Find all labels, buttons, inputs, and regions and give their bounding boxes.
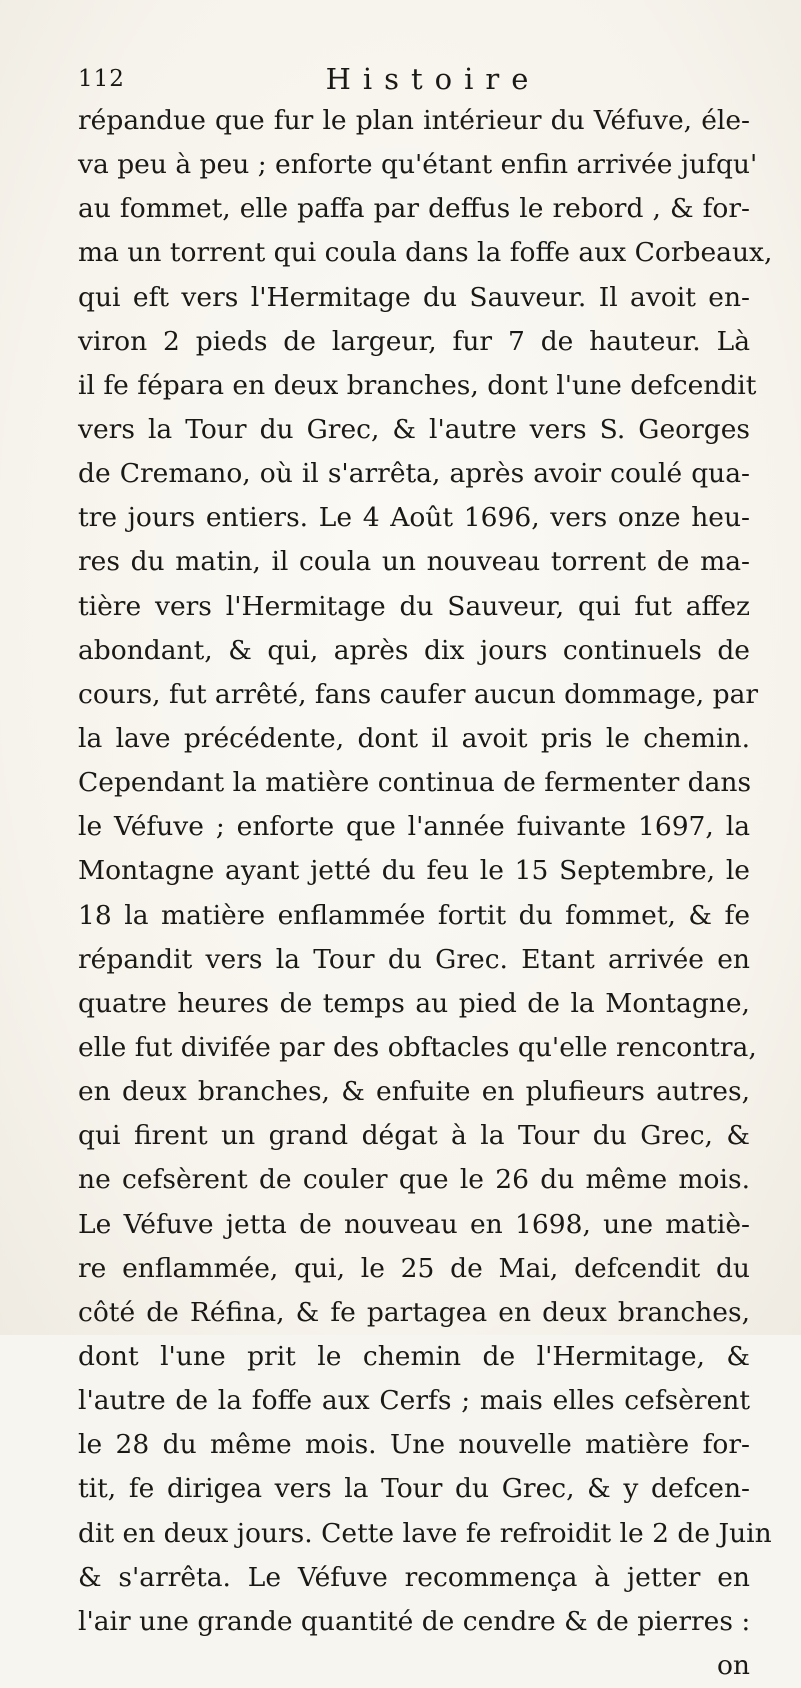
text-line: tre jours entiers. Le 4 Août 1696, vers onze heu- (78, 502, 750, 534)
running-title: Histoire (325, 62, 541, 96)
text-line: qui eft vers l'Hermitage du Sauveur. Il avoit en- (78, 281, 750, 313)
text-line: côté de Réfina, & fe partagea en deux branches, (78, 1296, 750, 1328)
text-line: quatre heures de temps au pied de la Montagne, (78, 987, 750, 1019)
text-line: elle fut divifée par des obftacles qu'elle rencontra, (78, 1031, 757, 1063)
text-line: la lave précédente, dont il avoit pris le chemin. (78, 722, 750, 754)
text-line: 18 la matière enflammée fortit du fommet, & fe (78, 899, 750, 931)
text-line: va peu à peu ; enforte qu'étant enfin arrivée jufqu' (78, 149, 758, 181)
text-line: ma un torrent qui coula dans la foffe aux Corbeaux, (78, 237, 773, 269)
text-line: il fe fépara en deux branches, dont l'une defcendit (78, 369, 757, 401)
text-line: tit, fe dirigea vers la Tour du Grec, & y defcen- (78, 1473, 750, 1505)
text-line: Le Véfuve jetta de nouveau en 1698, une matiè- (78, 1208, 750, 1240)
text-line: en deux branches, & enfuite en plufieurs autres, (78, 1076, 750, 1108)
text-line: qui firent un grand dégat à la Tour du Grec, & (78, 1120, 750, 1152)
text-line: dont l'une prit le chemin de l'Hermitage, & (78, 1340, 750, 1372)
text-line: viron 2 pieds de largeur, fur 7 de hauteur. Là (78, 325, 750, 357)
text-line: Montagne ayant jetté du feu le 15 Septembre, le (78, 855, 750, 887)
text-line: répandit vers la Tour du Grec. Etant arrivée en (78, 943, 750, 975)
text-line: le 28 du même mois. Une nouvelle matière for- (78, 1429, 750, 1461)
text-line: vers la Tour du Grec, & l'autre vers S. Georges (78, 413, 750, 445)
text-line: ne cefsèrent de couler que le 26 du même mois. (78, 1164, 750, 1196)
page-header (78, 62, 748, 102)
text-line: répandue que fur le plan intérieur du Véfuve, éle- (78, 105, 750, 136)
text-line: res du matin, il coula un nouveau torrent de ma- (78, 546, 750, 578)
text-line: & s'arrêta. Le Véfuve recommença à jetter en (78, 1561, 750, 1593)
text-line: tière vers l'Hermitage du Sauveur, qui fut affez (78, 590, 750, 622)
text-line: dit en deux jours. Cette lave fe refroidit le 2 de Juin (78, 1517, 772, 1549)
text-line: re enflammée, qui, le 25 de Mai, defcendit du (78, 1252, 750, 1284)
text-line: l'autre de la foffe aux Cerfs ; mais elles cefsèrent (78, 1385, 750, 1417)
text-line: abondant, & qui, après dix jours continuels de (78, 634, 750, 666)
text-line: au fommet, elle paffa par deffus le rebord , & for- (78, 193, 750, 225)
text-line: de Cremano, où il s'arrêta, après avoir coulé qua- (78, 458, 750, 490)
text-line: cours, fut arrêté, fans caufer aucun dommage, par (78, 678, 759, 710)
catchword: on (716, 1649, 750, 1681)
text-line: le Véfuve ; enforte que l'année fuivante 1697, la (78, 811, 750, 843)
text-line: l'air une grande quantité de cendre & de pierres : (78, 1605, 751, 1637)
text-line: Cependant la matière continua de fermenter dans (78, 767, 752, 799)
body-text (78, 99, 773, 1688)
page-number: 112 (78, 66, 125, 92)
